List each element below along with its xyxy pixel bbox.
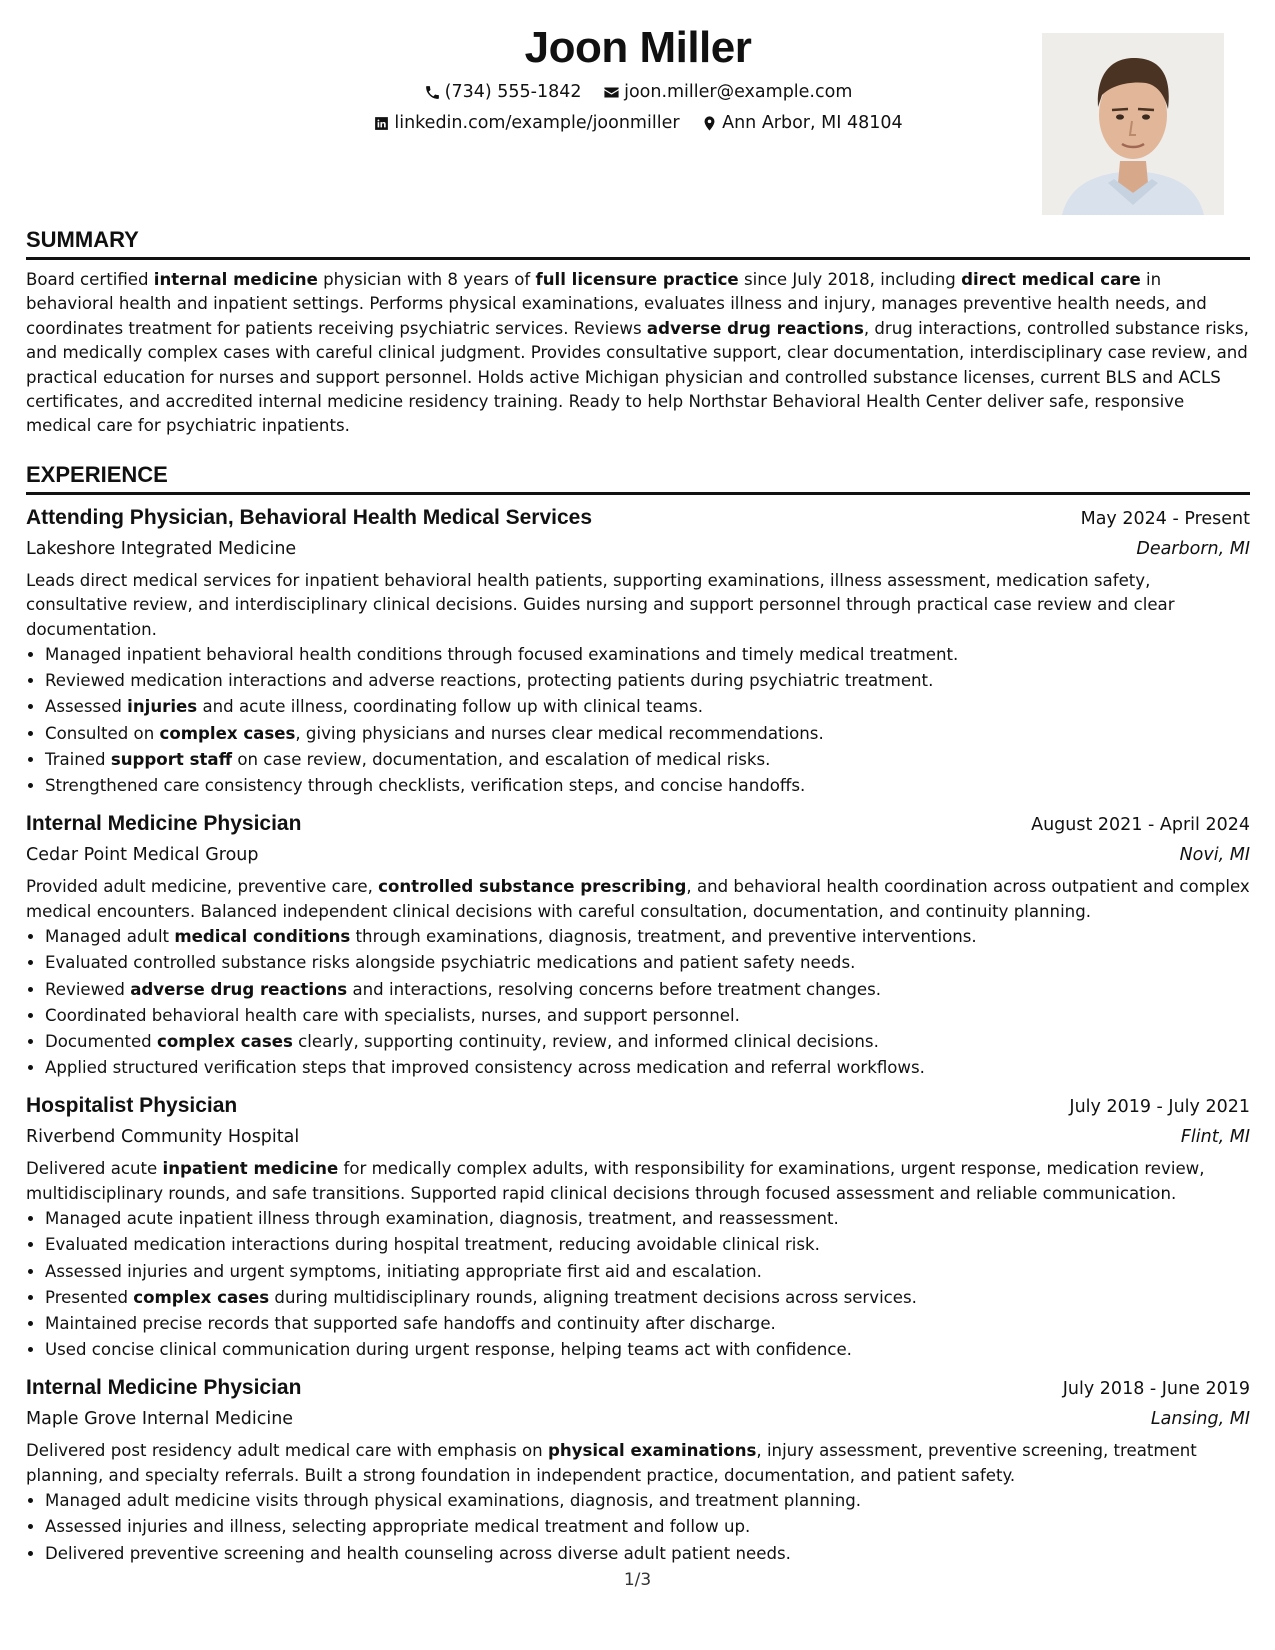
- text-run: Coordinated behavioral health care with specialists, nurses, and support personnel.: [45, 1005, 740, 1025]
- emphasis-text: direct medical care: [961, 270, 1141, 289]
- text-run: Managed inpatient behavioral health conditions through focused examinations and timely medical treatment.: [45, 645, 959, 665]
- bullet-item: [45, 1003, 1250, 1029]
- text-run: Presented: [45, 1287, 134, 1307]
- bullet-item: [45, 773, 1250, 799]
- bullet-item: [45, 1337, 1250, 1363]
- text-run: for medically complex adults, with responsibility for examinations, urgent response, medication review, multidisciplinary rounds, and safe transitions. Supported rapid clinical decisions through focused assessment and reliable communication.: [26, 1159, 1205, 1203]
- text-run: clearly, supporting continuity, review, and informed clinical decisions.: [292, 1031, 879, 1051]
- location-text: Ann Arbor, MI 48104: [722, 113, 903, 133]
- job-organization: Lakeshore Integrated Medicine: [26, 538, 297, 559]
- text-run: during multidisciplinary rounds, aligning treatment decisions across services.: [269, 1287, 917, 1307]
- map-pin-icon: [701, 115, 718, 132]
- job-entry: [26, 1373, 1250, 1566]
- emphasis-text: full licensure practice: [535, 270, 739, 289]
- bullet-item: [45, 1285, 1250, 1311]
- job-title: Internal Medicine Physician: [26, 1376, 302, 1400]
- job-bullets: [26, 1488, 1250, 1567]
- bullet-item: [45, 721, 1250, 747]
- bullet-item: [45, 1488, 1250, 1514]
- text-run: in behavioral health and inpatient settings. Performs physical examinations, evaluates illness and injury, manages preventive health needs, and coordinates treatment for patients receiving psychiatric services. Reviews: [26, 270, 1207, 338]
- bullet-item: [45, 1055, 1250, 1081]
- job-description: [26, 569, 1250, 642]
- bullet-item: [45, 1206, 1250, 1232]
- text-run: Assessed: [45, 697, 128, 717]
- bullet-item: [45, 1029, 1250, 1055]
- emphasis-text: inpatient medicine: [162, 1159, 339, 1179]
- text-run: Delivered post residency adult medical care with emphasis on: [26, 1441, 548, 1461]
- bullet-item: [45, 694, 1250, 720]
- job-organization: Maple Grove Internal Medicine: [26, 1409, 294, 1430]
- text-run: Reviewed: [45, 979, 131, 999]
- job-description: [26, 1439, 1250, 1488]
- text-run: , injury assessment, preventive screening, treatment planning, and specialty referrals. Built a strong foundation in independent practice, documentation, and patient safety.: [26, 1441, 1197, 1485]
- page-number: 1/3: [623, 1570, 652, 1590]
- job-header-row: [26, 503, 1250, 534]
- text-run: Managed adult: [45, 927, 175, 947]
- job-dates: July 2018 - June 2019: [1062, 1379, 1250, 1400]
- bullet-item: [45, 747, 1250, 773]
- text-run: Evaluated controlled substance risks alongside psychiatric medications and patient safety needs.: [45, 953, 856, 973]
- emphasis-text: adverse drug reactions: [646, 318, 864, 338]
- linkedin-contact: [373, 111, 679, 135]
- bullet-item: [45, 1541, 1250, 1567]
- emphasis-text: support staff: [110, 749, 233, 769]
- job-org-row: [26, 1404, 1250, 1434]
- linkedin-url[interactable]: linkedin.com/example/joonmiller: [394, 113, 680, 133]
- linkedin-icon: [373, 115, 390, 132]
- text-run: since July 2018, including: [738, 270, 962, 289]
- emphasis-text: complex cases: [156, 1031, 293, 1051]
- job-entry: [26, 1091, 1250, 1363]
- candidate-name: Joon Miller: [524, 23, 752, 72]
- text-run: , and behavioral health coordination across outpatient and complex medical encounters. Balanced independent clinical decisions with careful consultation, documentation, and continuity planning.: [26, 877, 1250, 921]
- job-header-row: [26, 1091, 1250, 1122]
- bullet-item: [45, 1232, 1250, 1258]
- experience-section: [26, 461, 1250, 1567]
- job-dates: May 2024 - Present: [1080, 508, 1250, 529]
- envelope-icon: [603, 84, 620, 101]
- email-address[interactable]: joon.miller@example.com: [624, 82, 853, 102]
- bullet-item: [45, 924, 1250, 950]
- job-org-row: [26, 840, 1250, 870]
- job-header-row: [26, 809, 1250, 840]
- job-description: [26, 875, 1250, 924]
- text-run: Leads direct medical services for inpatient behavioral health patients, supporting examinations, illness assessment, medication safety, consultative review, and interdisciplinary clinical decisions. Guides nursing and support personnel through practical case review and clear documentation.: [26, 570, 1175, 639]
- summary-text: [26, 268, 1250, 439]
- text-run: Assessed injuries and illness, selecting appropriate medical treatment and follow up.: [45, 1517, 751, 1537]
- bullet-item: [45, 1259, 1250, 1285]
- phone-icon: [424, 84, 441, 101]
- job-bullets: [26, 924, 1250, 1081]
- text-run: Maintained precise records that supported safe handoffs and continuity after discharge.: [45, 1313, 776, 1333]
- text-run: through examinations, diagnosis, treatment, and preventive interventions.: [350, 927, 977, 947]
- text-run: Strengthened care consistency through checklists, verification steps, and concise handoffs.: [45, 776, 806, 796]
- job-location: Lansing, MI: [1150, 1409, 1250, 1430]
- phone-contact: [424, 80, 582, 104]
- job-organization: Cedar Point Medical Group: [26, 845, 259, 866]
- emphasis-text: complex cases: [133, 1287, 270, 1307]
- text-run: , giving physicians and nurses clear medical recommendations.: [295, 723, 824, 743]
- emphasis-text: physical examinations: [547, 1441, 757, 1461]
- job-title: Attending Physician, Behavioral Health Medical Services: [26, 505, 593, 529]
- job-org-row: [26, 534, 1250, 564]
- job-dates: July 2019 - July 2021: [1069, 1097, 1250, 1118]
- text-run: Board certified: [26, 270, 154, 289]
- job-location: Dearborn, MI: [1136, 538, 1250, 559]
- text-run: Assessed injuries and urgent symptoms, initiating appropriate first aid and escalation.: [45, 1261, 762, 1281]
- job-location: Novi, MI: [1179, 845, 1250, 866]
- bullet-item: [45, 977, 1250, 1003]
- job-header-row: [26, 1373, 1250, 1404]
- bullet-item: [45, 950, 1250, 976]
- email-contact: [603, 80, 852, 104]
- emphasis-text: internal medicine: [153, 270, 318, 289]
- job-entry: [26, 809, 1250, 1081]
- emphasis-text: complex cases: [159, 723, 296, 743]
- emphasis-text: adverse drug reactions: [130, 979, 348, 999]
- portrait-image: [1042, 33, 1224, 215]
- resume-header: [26, 0, 1250, 220]
- text-run: Managed acute inpatient illness through examination, diagnosis, treatment, and reassessment.: [45, 1209, 839, 1229]
- text-run: Used concise clinical communication during urgent response, helping teams act with confidence.: [45, 1340, 852, 1360]
- emphasis-text: controlled substance prescribing: [378, 877, 687, 897]
- job-description: [26, 1157, 1250, 1206]
- text-run: Trained: [45, 749, 111, 769]
- job-org-row: [26, 1122, 1250, 1152]
- job-dates: August 2021 - April 2024: [1031, 815, 1250, 836]
- text-run: Evaluated medication interactions during hospital treatment, reducing avoidable clinical risk.: [45, 1235, 820, 1255]
- emphasis-text: injuries: [127, 697, 198, 717]
- job-title: Hospitalist Physician: [26, 1094, 238, 1118]
- phone-number[interactable]: (734) 555-1842: [444, 82, 582, 102]
- text-run: Delivered preventive screening and health counseling across diverse adult patient needs.: [45, 1543, 791, 1563]
- job-bullets: [26, 642, 1250, 799]
- resume-page: [26, 0, 1250, 1567]
- text-run: and acute illness, coordinating follow up with clinical teams.: [197, 697, 704, 717]
- job-bullets: [26, 1206, 1250, 1363]
- bullet-item: [45, 1311, 1250, 1337]
- job-title: Internal Medicine Physician: [26, 812, 302, 836]
- text-run: Documented: [45, 1031, 157, 1051]
- text-run: Applied structured verification steps that improved consistency across medication and referral workflows.: [45, 1058, 925, 1078]
- emphasis-text: medical conditions: [174, 927, 351, 947]
- summary-heading: SUMMARY: [26, 226, 1250, 260]
- summary-section: [26, 226, 1250, 439]
- text-run: and interactions, resolving concerns before treatment changes.: [347, 979, 881, 999]
- experience-heading: EXPERIENCE: [26, 461, 1250, 495]
- text-run: Delivered acute: [26, 1159, 163, 1179]
- profile-photo: [1042, 33, 1224, 215]
- text-run: Provided adult medicine, preventive care,: [26, 877, 379, 897]
- job-entry: [26, 503, 1250, 799]
- text-run: on case review, documentation, and escalation of medical risks.: [232, 749, 771, 769]
- location-contact: [701, 111, 903, 135]
- bullet-item: [45, 642, 1250, 668]
- bullet-item: [45, 1514, 1250, 1540]
- bullet-item: [45, 668, 1250, 694]
- job-location: Flint, MI: [1180, 1127, 1250, 1148]
- text-run: Managed adult medicine visits through physical examinations, diagnosis, and treatment planning.: [45, 1491, 862, 1511]
- job-organization: Riverbend Community Hospital: [26, 1127, 300, 1148]
- text-run: physician with 8 years of: [317, 270, 536, 289]
- experience-list: [26, 503, 1250, 1567]
- text-run: Consulted on: [45, 723, 160, 743]
- text-run: , drug interactions, controlled substance risks, and medically complex cases with careful clinical judgment. Provides consultative support, clear documentation, interdisciplinary case review, and practical education for nurses and support personnel. Holds active Michigan physician and controlled substance licenses, current BLS and ACLS certificates, and accredited internal medicine residency training. Ready to help Northstar Behavioral Health Center deliver safe, responsive medical care for psychiatric inpatients.: [26, 318, 1249, 436]
- text-run: Reviewed medication interactions and adverse reactions, protecting patients during psychiatric treatment.: [45, 671, 934, 691]
